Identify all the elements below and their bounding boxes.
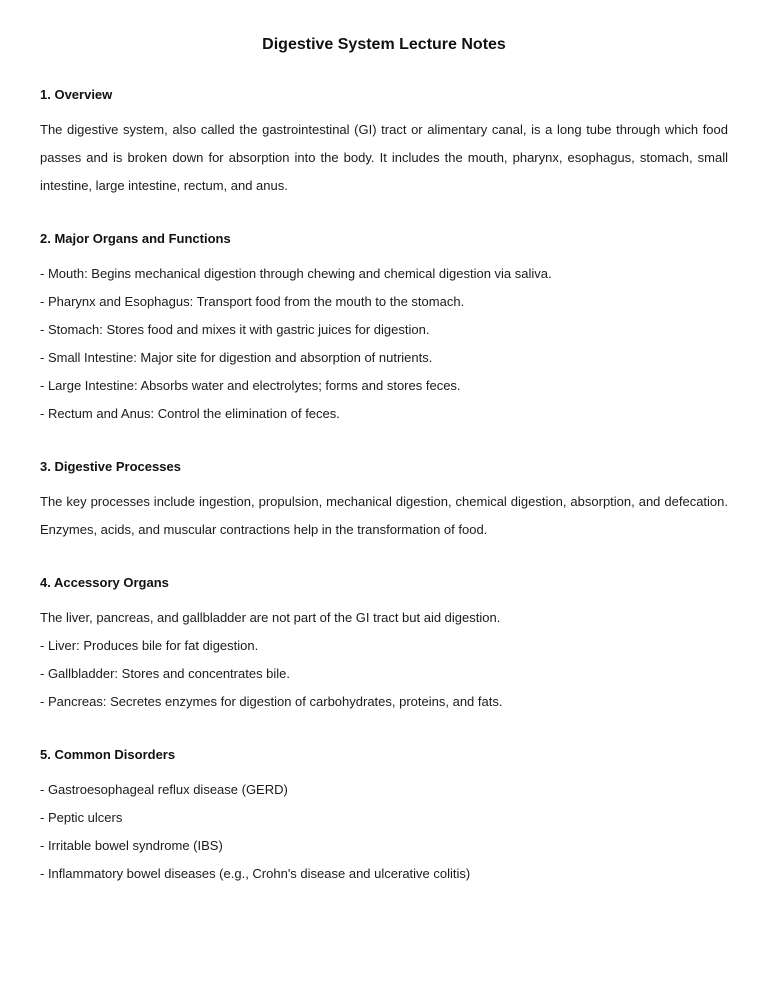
list-item: - Gastroesophageal reflux disease (GERD): [40, 782, 288, 797]
section-digestive-processes: [40, 453, 728, 544]
section-heading: 5. Common Disorders: [40, 747, 176, 762]
paragraph: The digestive system, also called the gastrointestinal (GI) tract or alimentary canal, is a long tube through which food passes and is broken down for absorption into the body. It includes the mouth, pharynx, esophagus, stomach, small intestine, large intestine, rectum, and anus.: [40, 122, 728, 193]
section-major-organs: [40, 225, 728, 428]
document-title: Digestive System Lecture Notes: [262, 36, 506, 53]
section-accessory-organs: [40, 569, 728, 716]
section-overview: [40, 81, 728, 200]
list-item: - Pharynx and Esophagus: Transport food from the mouth to the stomach.: [40, 294, 465, 309]
list-item: - Gallbladder: Stores and concentrates bile.: [40, 666, 291, 681]
list-item: - Mouth: Begins mechanical digestion through chewing and chemical digestion via saliva.: [40, 266, 552, 281]
section-heading: 2. Major Organs and Functions: [40, 231, 231, 246]
list-item: - Stomach: Stores food and mixes it with gastric juices for digestion.: [40, 322, 430, 337]
list-item: - Rectum and Anus: Control the elimination of feces.: [40, 406, 340, 421]
paragraph: The liver, pancreas, and gallbladder are not part of the GI tract but aid digestion.: [40, 610, 501, 625]
list-item: - Large Intestine: Absorbs water and electrolytes; forms and stores feces.: [40, 378, 461, 393]
list-item: - Inflammatory bowel diseases (e.g., Crohn's disease and ulcerative colitis): [40, 866, 471, 881]
paragraph: The key processes include ingestion, propulsion, mechanical digestion, chemical digestion, absorption, and defecation. Enzymes, acids, and muscular contractions help in the transformation of food.: [40, 494, 728, 537]
list-item: - Pancreas: Secretes enzymes for digestion of carbohydrates, proteins, and fats.: [40, 694, 503, 709]
list-item: - Liver: Produces bile for fat digestion.: [40, 638, 259, 653]
list-item: - Peptic ulcers: [40, 810, 123, 825]
list-item: - Irritable bowel syndrome (IBS): [40, 838, 223, 853]
section-common-disorders: [40, 741, 728, 888]
section-heading: 3. Digestive Processes: [40, 459, 181, 474]
list-item: - Small Intestine: Major site for digestion and absorption of nutrients.: [40, 350, 433, 365]
section-heading: 1. Overview: [40, 87, 113, 102]
section-heading: 4. Accessory Organs: [40, 575, 169, 590]
